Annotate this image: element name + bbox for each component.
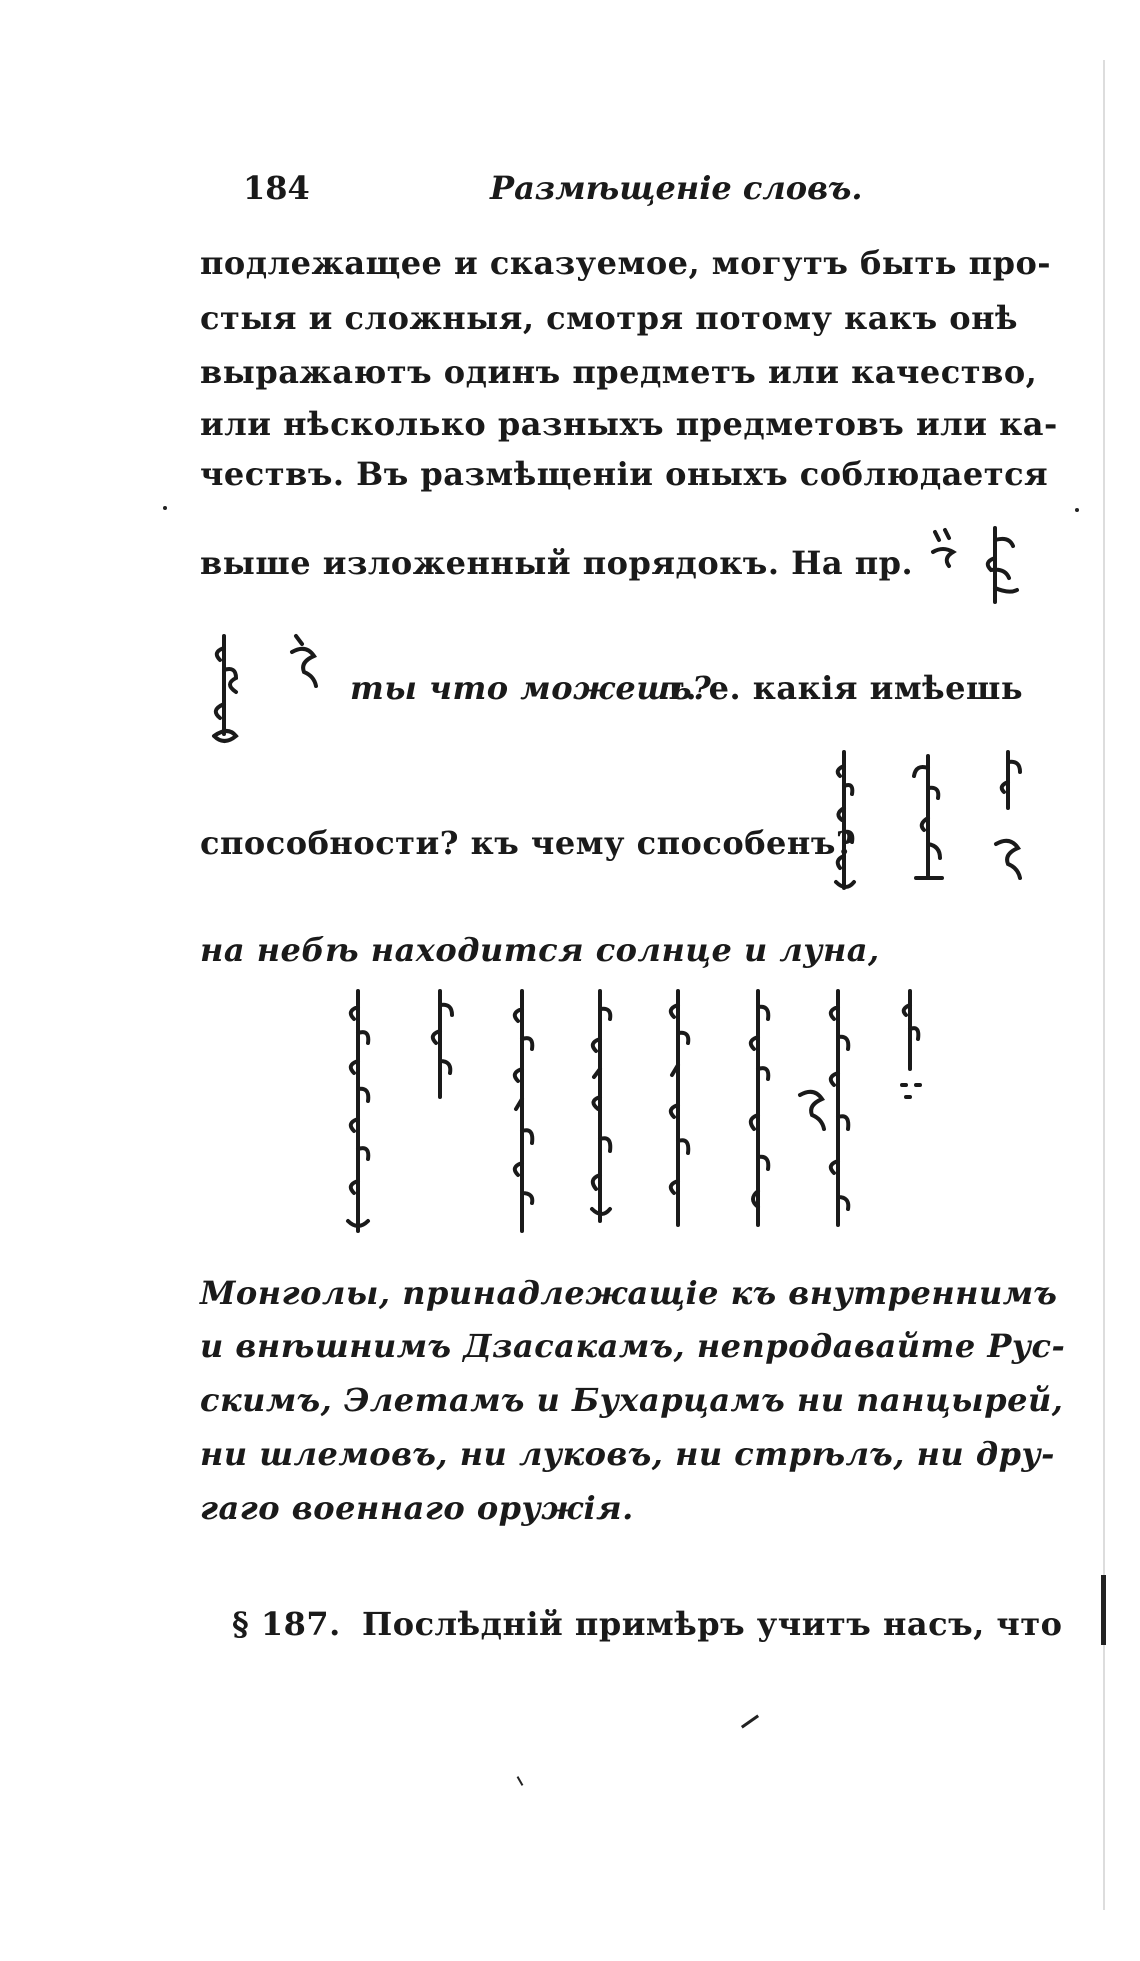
scan-speck [163,506,167,510]
mongolian-script-glyph [200,630,330,750]
example-2-translation: на небѣ находится солнце и луна, [200,931,880,969]
text-line-3: выражаютъ одинъ предметъ или качество, [200,353,1038,391]
mongolian-script-glyph [925,520,1045,610]
scan-edge-mark [1101,1575,1106,1645]
example-3-line-1: Монголы, принадлежащіе къ внутреннимъ [200,1274,1058,1312]
example-3-line-2: и внѣшнимъ Дзасакамъ, непродавайте Рус- [200,1327,1066,1365]
text-line-6: выше изложенный порядокъ. На пр. [200,544,914,582]
text-line-5: чествъ. Въ размѣщеніи оныхъ соблюдается [200,455,1049,493]
text-line-2: стыя и сложныя, смотря потому какъ онѣ [200,299,1019,337]
section-text: Послѣдній примѣръ учитъ насъ, что [362,1605,1063,1643]
running-title: Размѣщеніе словъ. [490,169,863,207]
example-3-line-3: скимъ, Элетамъ и Бухарцамъ ни панцырей, [200,1381,1064,1419]
section-number: § 187. [232,1605,341,1643]
mongolian-script-block-2 [330,985,930,1245]
example-1-gloss: т. е. какія имѣешь [665,669,1024,707]
scan-speck [517,1776,524,1786]
example-3-line-4: ни шлемовъ, ни луковъ, ни стрѣлъ, ни дру- [200,1435,1055,1473]
mongolian-script-block-1 [830,748,1040,898]
page-number: 184 [243,169,310,207]
example-1-gloss-cont: способности? къ чему способенъ? [200,824,856,862]
example-1-translation: ты что можешь? [350,669,712,707]
example-3-line-5: гаго военнаго оружія. [200,1489,634,1527]
text-line-1: подлежащее и сказуемое, могутъ быть про- [200,244,1052,282]
scan-speck [741,1715,759,1729]
text-line-4: или нѣсколько разныхъ предметовъ или ка- [200,405,1058,443]
scan-speck [1075,508,1079,512]
